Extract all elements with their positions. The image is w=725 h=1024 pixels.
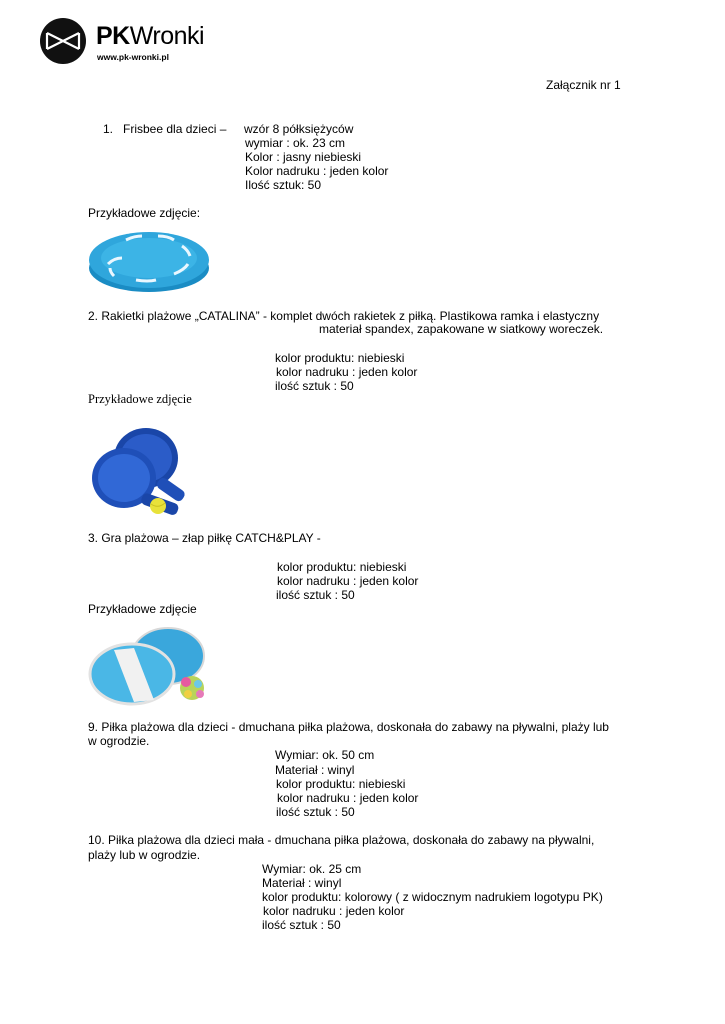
item-10-title-cont: plaży lub w ogrodzie. bbox=[88, 848, 201, 862]
item-9-detail: kolor produktu: niebieski bbox=[276, 777, 406, 791]
item-1-detail: Ilość sztuk: 50 bbox=[245, 178, 322, 192]
item-9-detail: ilość sztuk : 50 bbox=[276, 805, 355, 819]
item-9-detail: Wymiar: ok. 50 cm bbox=[275, 748, 375, 762]
item-9-detail: Materiał : winyl bbox=[275, 763, 355, 777]
item-1-detail: Kolor nadruku : jeden kolor bbox=[245, 164, 389, 178]
item-10-detail: Materiał : winyl bbox=[262, 876, 342, 890]
item-3-detail: ilość sztuk : 50 bbox=[276, 588, 355, 602]
item-10-title: 10. Piłka plażowa dla dzieci mała - dmuchana piłka plażowa, doskonała do zabawy na pływalni, bbox=[88, 833, 595, 847]
logo-brand-text: PKWronki bbox=[96, 22, 205, 50]
item-3-photo-caption: Przykładowe zdjęcie bbox=[88, 602, 197, 616]
item-9-title-cont: w ogrodzie. bbox=[88, 734, 150, 748]
item-3-detail: kolor produktu: niebieski bbox=[277, 560, 407, 574]
item-1-number: 1. bbox=[103, 122, 114, 136]
item-2-photo-caption: Przykładowe zdjęcie bbox=[88, 392, 192, 406]
item-10-detail: kolor produktu: kolorowy ( z widocznym nadrukiem logotypu PK) bbox=[262, 890, 603, 904]
item-1-photo-caption: Przykładowe zdjęcie: bbox=[88, 206, 201, 220]
item-2-detail: kolor produktu: niebieski bbox=[275, 351, 405, 365]
item-2-detail: kolor nadruku : jeden kolor bbox=[276, 365, 418, 379]
item-10-detail: kolor nadruku : jeden kolor bbox=[263, 904, 405, 918]
catch-and-play-photo bbox=[88, 626, 212, 708]
item-9-title: 9. Piłka plażowa dla dzieci - dmuchana piłka plażowa, doskonała do zabawy na pływalni, plaży lub bbox=[88, 720, 609, 734]
item-1-detail: wzór 8 półksiężyców bbox=[244, 122, 354, 136]
item-3-detail: kolor nadruku : jeden kolor bbox=[277, 574, 419, 588]
logo-url: www.pk-wronki.pl bbox=[97, 52, 169, 62]
pk-logo-icon bbox=[40, 18, 86, 64]
item-1-detail: wymiar : ok. 23 cm bbox=[245, 136, 346, 150]
item-10-detail: ilość sztuk : 50 bbox=[262, 918, 341, 932]
item-3-title: 3. Gra plażowa – złap piłkę CATCH&PLAY - bbox=[88, 531, 321, 545]
beach-rackets-photo bbox=[88, 418, 206, 518]
item-2-detail: ilość sztuk : 50 bbox=[275, 379, 354, 393]
item-10-detail: Wymiar: ok. 25 cm bbox=[262, 862, 362, 876]
item-1-title: Frisbee dla dzieci – bbox=[123, 122, 227, 136]
item-2-title-cont: materiał spandex, zapakowane w siatkowy woreczek. bbox=[319, 322, 604, 336]
attachment-label: Załącznik nr 1 bbox=[546, 78, 621, 92]
item-2-title: 2. Rakietki plażowe „CATALINA” - komplet dwóch rakietek z piłką. Plastikowa ramka i elastyczny bbox=[88, 309, 600, 323]
item-1-detail: Kolor : jasny niebieski bbox=[245, 150, 362, 164]
company-logo bbox=[40, 18, 220, 66]
item-9-detail: kolor nadruku : jeden kolor bbox=[277, 791, 419, 805]
frisbee-photo bbox=[86, 220, 212, 296]
